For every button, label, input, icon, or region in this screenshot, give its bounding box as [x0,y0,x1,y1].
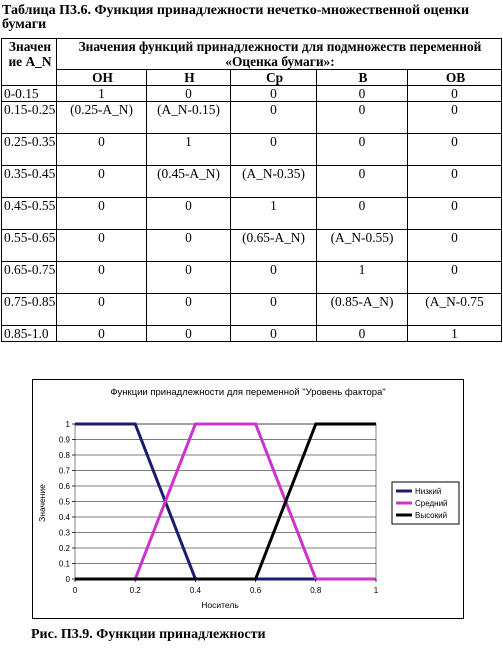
value-cell: 0 [408,198,502,230]
range-cell: 0.35-0.45 [2,166,57,198]
value-cell: 0 [147,230,231,262]
value-cell: 0 [408,262,502,294]
value-cell: 0 [57,262,147,294]
value-cell: 0 [231,294,317,326]
legend-label: Высокий [415,511,448,520]
table-caption [2,4,501,32]
value-cell: 0 [317,102,408,134]
value-cell: 0 [57,326,147,342]
range-cell: 0.15-0.25 [2,102,57,134]
x-tick-label: 0.4 [189,586,201,595]
x-tick-label: 0.8 [310,586,322,595]
x-tick-label: 0.2 [129,586,141,595]
header-col-v: В [317,70,408,86]
plot-area [59,420,379,595]
value-cell: (A_N-0.55) [317,230,408,262]
value-cell: 0 [408,86,502,102]
value-cell: 0 [147,198,231,230]
y-tick-label: 0.4 [58,513,70,522]
value-cell: 1 [147,134,231,166]
value-cell: 0 [57,198,147,230]
y-tick-label: 1 [65,420,70,429]
value-cell: 0 [57,134,147,166]
range-cell: 0.55-0.65 [2,230,57,262]
range-cell: 0.45-0.55 [2,198,57,230]
value-cell: (A_N-0.15) [147,102,231,134]
chart-legend [392,482,459,524]
value-cell: 0 [57,166,147,198]
value-cell: 1 [317,262,408,294]
range-cell: 0.75-0.85 [2,294,57,326]
table-row [2,294,502,326]
table-row [2,102,502,134]
value-cell: (0.45-A_N) [147,166,231,198]
legend-label: Средний [415,499,448,508]
range-cell: 0.25-0.35 [2,134,57,166]
table-row [2,326,502,342]
value-cell: 0 [317,86,408,102]
value-cell: 0 [317,134,408,166]
value-cell: 0 [408,102,502,134]
value-cell: 0 [408,166,502,198]
value-cell: 0 [317,326,408,342]
value-cell: 0 [231,86,317,102]
value-cell: 0 [408,230,502,262]
header-col-oh: ОН [57,70,147,86]
y-tick-label: 0.8 [58,451,70,460]
table-caption-line2: бумаги [2,17,47,32]
chart-title: Функции принадлежности для переменной "Уровень фактора" [110,387,386,398]
value-cell: (0.65-A_N) [231,230,317,262]
membership-chart [32,379,464,619]
y-tick-label: 0.2 [58,544,70,553]
value-cell: 0 [317,198,408,230]
value-cell: 0 [231,262,317,294]
y-axis-label: Значение [37,484,47,522]
y-tick-label: 0 [65,575,70,584]
value-cell: 1 [408,326,502,342]
header-col-n: Н [147,70,231,86]
y-tick-label: 0.3 [58,528,70,538]
value-cell: (0.25-A_N) [57,102,147,134]
table-row [2,262,502,294]
header-col-sr: Ср [231,70,317,86]
y-tick-label: 0.7 [58,466,70,476]
value-cell: 0 [231,102,317,134]
header-value-an: Значен ие A_N [2,39,57,86]
value-cell: 0 [317,166,408,198]
header-col-ov: ОВ [408,70,502,86]
y-tick-label: 0.9 [58,435,70,445]
y-tick-label: 0.5 [58,497,70,507]
value-cell: 0 [147,86,231,102]
range-cell: 0.65-0.75 [2,262,57,294]
value-cell: (A_N-0.35) [231,166,317,198]
value-cell: 1 [231,198,317,230]
legend-label: Низкий [415,487,442,496]
header-group: Значения функций принадлежности для подмножеств переменной «Оценка бумаги»: [57,39,502,70]
figure-caption: Рис. П3.9. Функции принадлежности [31,627,266,642]
x-axis-label: Носитель [201,600,239,610]
x-tick-label: 0 [72,586,78,595]
value-cell: (0.85-A_N) [317,294,408,326]
y-tick-label: 0.1 [58,559,70,569]
value-cell: 0 [147,294,231,326]
value-cell: 0 [408,134,502,166]
x-tick-label: 1 [373,586,379,595]
x-tick-label: 0.6 [250,586,262,595]
table-row [2,198,502,230]
table-row [2,230,502,262]
value-cell: 0 [57,294,147,326]
value-cell: 0 [231,326,317,342]
value-cell: 0 [147,262,231,294]
table-row [2,166,502,198]
membership-table [1,38,502,342]
y-tick-label: 0.6 [58,482,70,491]
table-row [2,134,502,166]
value-cell: 1 [57,86,147,102]
table-caption-line1: Таблица П3.6. Функция принадлежности нечетко-множественной оценки [2,4,470,18]
range-cell: 0.85-1.0 [2,326,57,342]
value-cell: (A_N-0.75 [408,294,502,326]
table-row [2,86,502,102]
value-cell: 0 [231,134,317,166]
range-cell: 0-0.15 [2,86,57,102]
value-cell: 0 [57,230,147,262]
value-cell: 0 [147,326,231,342]
